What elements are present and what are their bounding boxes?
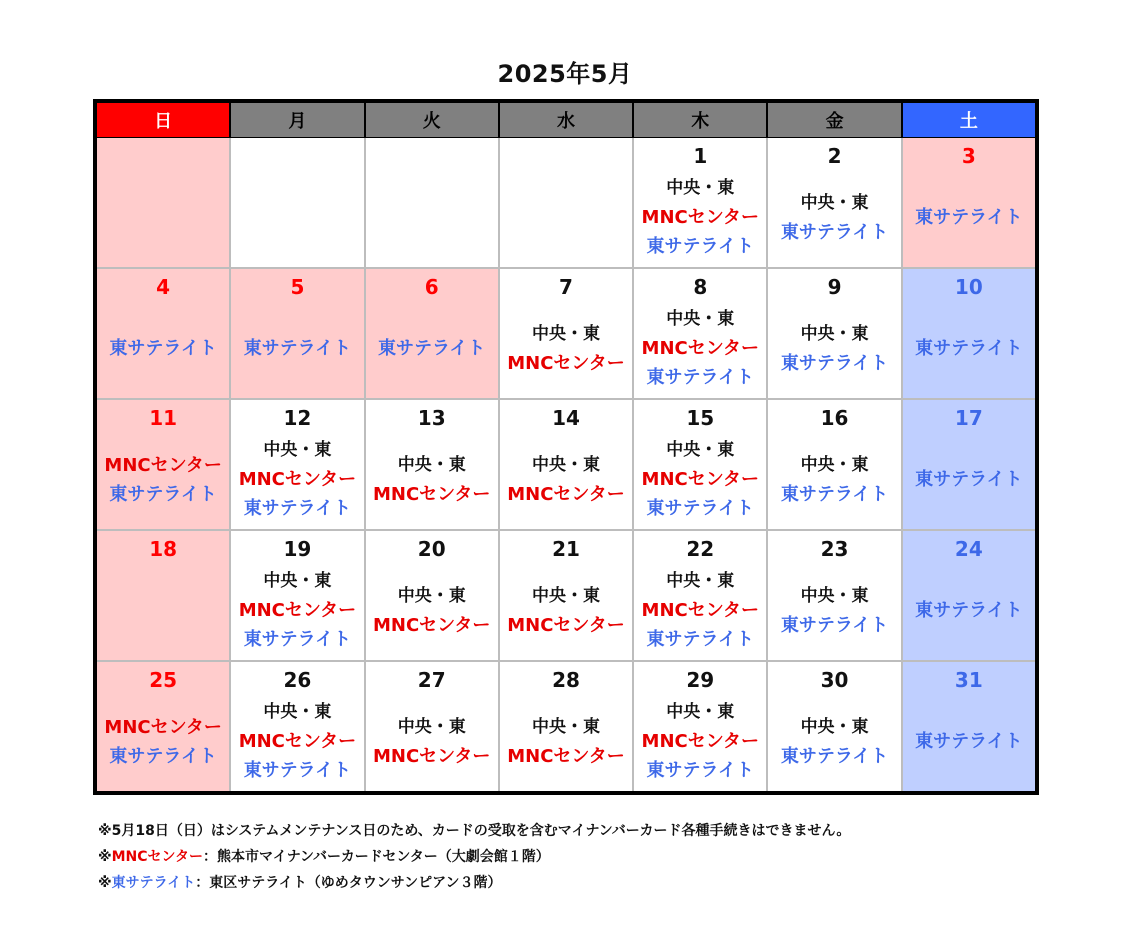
location-mnc: MNCセンター xyxy=(238,600,357,621)
day-locations xyxy=(768,696,900,787)
location-sat: 東サテライト xyxy=(915,731,1023,752)
location-mnc: MNCセンター xyxy=(641,731,760,752)
day-number: 1 xyxy=(693,144,708,168)
day-cell xyxy=(366,269,498,398)
weekday-0: 日 xyxy=(97,103,229,137)
location-chuo: 中央・東 xyxy=(531,585,600,606)
location-chuo: 中央・東 xyxy=(397,585,466,606)
day-cell xyxy=(231,400,363,529)
location-mnc: MNCセンター xyxy=(372,614,491,636)
notes xyxy=(98,818,850,896)
day-locations xyxy=(634,696,766,787)
day-cell xyxy=(500,138,632,267)
day-number: 27 xyxy=(417,668,446,692)
day-number: 15 xyxy=(686,406,715,430)
day-cell xyxy=(500,400,632,529)
day-number: 12 xyxy=(283,406,312,430)
day-locations xyxy=(634,303,766,394)
day-cell xyxy=(903,400,1035,529)
day-number: 14 xyxy=(552,406,580,430)
day-cell xyxy=(903,662,1035,791)
day-cell xyxy=(500,531,632,660)
day-number: 26 xyxy=(283,668,312,692)
day-locations xyxy=(768,434,900,525)
day-number: 30 xyxy=(820,668,849,692)
location-chuo: 中央・東 xyxy=(263,571,332,591)
location-sat: 東サテライト xyxy=(780,614,889,636)
day-cell xyxy=(903,269,1035,398)
day-locations xyxy=(903,172,1035,263)
day-number: 5 xyxy=(290,275,305,299)
location-chuo: 中央・東 xyxy=(397,716,466,737)
day-locations xyxy=(97,434,229,525)
location-chuo: 中央・東 xyxy=(666,309,735,329)
location-chuo: 中央・東 xyxy=(397,454,466,475)
day-cell xyxy=(634,531,766,660)
day-number: 28 xyxy=(552,668,580,692)
location-sat: 東サテライト xyxy=(646,629,755,650)
day-cell xyxy=(366,662,498,791)
location-chuo: 中央・東 xyxy=(531,323,600,344)
day-locations xyxy=(903,565,1035,656)
location-sat: 東サテライト xyxy=(646,367,755,388)
location-mnc: MNCセンター xyxy=(238,469,357,490)
location-mnc: MNCセンター xyxy=(507,483,625,505)
day-cell xyxy=(634,269,766,398)
day-number: 16 xyxy=(820,406,849,430)
day-cell xyxy=(97,138,229,267)
note-sat-prefix: ※ xyxy=(98,875,112,891)
location-mnc: MNCセンター xyxy=(507,745,625,767)
note-mnc-label: MNCセンター xyxy=(111,849,203,865)
day-cell xyxy=(634,662,766,791)
location-mnc: MNCセンター xyxy=(507,352,625,374)
location-mnc: MNCセンター xyxy=(507,614,625,636)
location-sat: 東サテライト xyxy=(243,338,352,359)
location-sat: 東サテライト xyxy=(109,483,217,505)
day-locations xyxy=(366,696,498,787)
day-number: 31 xyxy=(954,668,983,692)
day-cell xyxy=(97,531,229,660)
day-cell xyxy=(768,269,900,398)
day-locations xyxy=(768,303,900,394)
location-chuo: 中央・東 xyxy=(531,716,600,737)
location-sat: 東サテライト xyxy=(377,338,486,359)
day-locations xyxy=(231,565,363,656)
day-locations xyxy=(768,172,900,263)
day-cell xyxy=(366,531,498,660)
day-number: 10 xyxy=(954,275,983,299)
day-number: 9 xyxy=(827,275,842,299)
location-sat: 東サテライト xyxy=(243,760,352,781)
location-mnc: MNCセンター xyxy=(641,338,760,359)
location-mnc: MNCセンター xyxy=(641,469,760,490)
day-locations xyxy=(366,303,498,394)
day-cell xyxy=(768,400,900,529)
day-number: 23 xyxy=(820,537,849,561)
day-number: 18 xyxy=(149,537,178,561)
location-mnc: MNCセンター xyxy=(104,454,222,476)
weekday-2: 火 xyxy=(366,103,498,137)
location-sat: 東サテライト xyxy=(915,207,1023,228)
day-number: 17 xyxy=(954,406,983,430)
location-sat: 東サテライト xyxy=(109,745,217,767)
location-chuo: 中央・東 xyxy=(800,585,869,606)
day-locations xyxy=(231,434,363,525)
day-cell xyxy=(768,531,900,660)
weekday-1: 月 xyxy=(231,103,363,137)
day-cell xyxy=(231,662,363,791)
location-mnc: MNCセンター xyxy=(641,600,760,621)
location-sat: 東サテライト xyxy=(109,338,217,359)
location-chuo: 中央・東 xyxy=(666,571,735,591)
location-sat: 東サテライト xyxy=(646,760,755,781)
location-mnc: MNCセンター xyxy=(641,207,760,228)
day-locations xyxy=(768,565,900,656)
calendar-grid xyxy=(97,138,1035,791)
location-sat: 東サテライト xyxy=(915,338,1023,359)
day-cell xyxy=(903,531,1035,660)
note-mnc-prefix: ※ xyxy=(98,849,112,865)
location-chuo: 中央・東 xyxy=(800,716,869,737)
location-chuo: 中央・東 xyxy=(531,454,600,475)
note-mnc xyxy=(98,844,850,870)
calendar xyxy=(93,99,1039,795)
weekday-5: 金 xyxy=(768,103,900,137)
day-locations xyxy=(903,696,1035,787)
location-mnc: MNCセンター xyxy=(372,745,491,767)
location-mnc: MNCセンター xyxy=(104,716,222,738)
day-cell xyxy=(97,662,229,791)
day-locations xyxy=(903,434,1035,525)
day-locations xyxy=(634,434,766,525)
location-sat: 東サテライト xyxy=(780,745,889,767)
day-number: 8 xyxy=(693,275,708,299)
day-locations xyxy=(500,696,632,787)
note-mnc-desc: ：熊本市マイナンバーカードセンター（大劇会館１階） xyxy=(203,849,550,865)
day-locations xyxy=(231,303,363,394)
day-cell xyxy=(231,138,363,267)
day-cell xyxy=(366,400,498,529)
location-chuo: 中央・東 xyxy=(263,702,332,722)
day-number: 6 xyxy=(424,275,439,299)
day-cell xyxy=(634,400,766,529)
day-number: 20 xyxy=(417,537,446,561)
location-sat: 東サテライト xyxy=(780,221,889,243)
day-cell xyxy=(768,138,900,267)
location-chuo: 中央・東 xyxy=(666,702,735,722)
day-number: 29 xyxy=(686,668,715,692)
day-locations xyxy=(366,565,498,656)
day-locations xyxy=(97,696,229,787)
location-chuo: 中央・東 xyxy=(263,440,332,460)
location-chuo: 中央・東 xyxy=(666,440,735,460)
day-cell xyxy=(903,138,1035,267)
day-number: 22 xyxy=(686,537,715,561)
day-number: 2 xyxy=(827,144,842,168)
day-locations xyxy=(231,696,363,787)
location-chuo: 中央・東 xyxy=(666,178,735,198)
day-number: 24 xyxy=(954,537,983,561)
location-chuo: 中央・東 xyxy=(800,192,869,213)
calendar-title: 2025年5月 xyxy=(497,60,633,88)
day-locations xyxy=(366,434,498,525)
day-number: 3 xyxy=(961,144,976,168)
day-locations xyxy=(500,303,632,394)
location-sat: 東サテライト xyxy=(243,629,352,650)
day-locations xyxy=(97,303,229,394)
day-number: 7 xyxy=(559,275,573,299)
weekday-3: 水 xyxy=(500,103,632,137)
day-cell xyxy=(768,662,900,791)
location-sat: 東サテライト xyxy=(646,236,755,257)
day-cell xyxy=(500,269,632,398)
location-sat: 東サテライト xyxy=(915,469,1023,490)
note-maintenance: ※5月18日（日）はシステムメンテナンス日のため、カードの受取を含むマイナンバーカード各種手続きはできません。 xyxy=(98,823,851,839)
day-cell xyxy=(500,662,632,791)
day-locations xyxy=(634,172,766,263)
day-locations xyxy=(634,565,766,656)
day-cell xyxy=(97,269,229,398)
day-cell xyxy=(231,531,363,660)
location-sat: 東サテライト xyxy=(646,498,755,519)
note-satellite xyxy=(98,870,850,896)
day-number: 21 xyxy=(552,537,580,561)
location-sat: 東サテライト xyxy=(243,498,352,519)
day-cell xyxy=(634,138,766,267)
location-chuo: 中央・東 xyxy=(800,323,869,344)
day-number: 11 xyxy=(149,406,178,430)
day-locations xyxy=(903,303,1035,394)
weekday-4: 木 xyxy=(634,103,766,137)
day-number: 25 xyxy=(149,668,178,692)
weekday-header xyxy=(97,103,1035,137)
day-locations xyxy=(500,565,632,656)
location-sat: 東サテライト xyxy=(915,600,1023,621)
note-sat-desc: ：東区サテライト（ゆめタウンサンピアン３階） xyxy=(195,875,502,891)
location-sat: 東サテライト xyxy=(780,483,889,505)
location-mnc: MNCセンター xyxy=(238,731,357,752)
day-locations xyxy=(500,434,632,525)
day-number: 4 xyxy=(156,275,171,299)
day-number: 13 xyxy=(417,406,446,430)
weekday-6: 土 xyxy=(903,103,1035,137)
location-chuo: 中央・東 xyxy=(800,454,869,475)
location-sat: 東サテライト xyxy=(780,352,889,374)
note-sat-label: 東サテライト xyxy=(111,875,196,891)
day-number: 19 xyxy=(283,537,312,561)
day-cell xyxy=(231,269,363,398)
location-mnc: MNCセンター xyxy=(372,483,491,505)
day-cell xyxy=(97,400,229,529)
day-cell xyxy=(366,138,498,267)
